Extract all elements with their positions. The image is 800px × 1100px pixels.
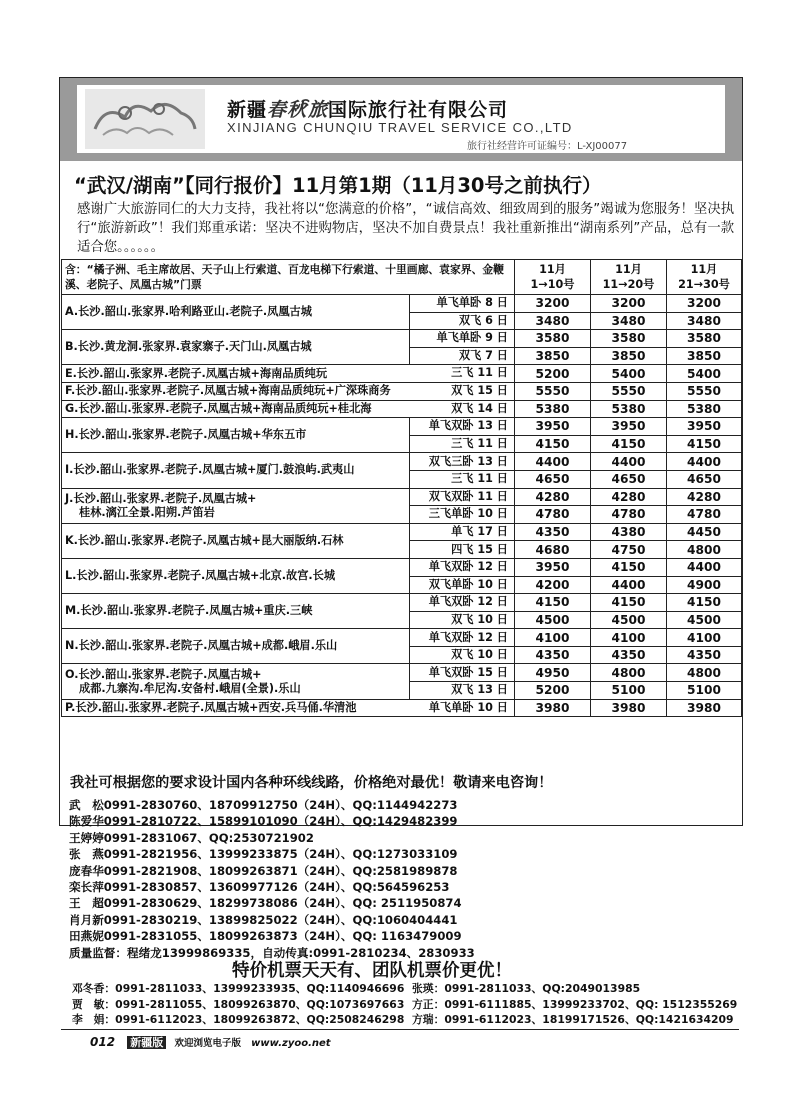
- column-range: 21→30号: [678, 278, 730, 291]
- price-cell: 4500: [515, 611, 591, 629]
- route-name: N.长沙.韶山.张家界.老院子.凤凰古城+成都.峨眉.乐山: [65, 639, 338, 653]
- price-cell: 4380: [591, 523, 667, 541]
- table-row: [62, 453, 742, 471]
- contact-list: [69, 797, 475, 961]
- trip-duration: 双飞 14 日: [447, 402, 508, 416]
- column-month: 11月: [690, 263, 718, 276]
- price-cell: 4780: [667, 506, 742, 524]
- contact-line: 武 松0991-2830760、18709912750（24H）、QQ:1144942273: [69, 798, 458, 812]
- route-cell: [62, 295, 410, 330]
- price-cell: 3580: [667, 330, 742, 348]
- price-cell: 4750: [591, 541, 667, 559]
- company-name-cn: 新疆春秋ꩰ旅国际旅行社有限公司: [227, 99, 509, 121]
- price-cell: 5200: [515, 682, 591, 700]
- price-cell: 4280: [667, 488, 742, 506]
- route-name-continued: 桂林.漓江全景.阳朔.芦笛岩: [79, 505, 215, 519]
- price-cell: 3950: [667, 418, 742, 436]
- price-cell: 3580: [591, 330, 667, 348]
- trip-duration: 单飞双卧 12 日: [410, 629, 515, 647]
- contact-line: 张 燕0991-2821956、13999233875（24H）、QQ:1273033109: [69, 847, 458, 862]
- trip-duration: 双飞 10 日: [410, 611, 515, 629]
- price-cell: 3200: [667, 295, 742, 313]
- table-row: [62, 382, 742, 400]
- ticket-contact-line: 贾 敏：0991-2811055、18099263870、QQ:1073697663: [72, 997, 405, 1011]
- table-row: [62, 418, 742, 436]
- price-cell: 5550: [667, 382, 742, 400]
- trip-duration: 双飞三卧 13 日: [410, 453, 515, 471]
- price-cell: 3480: [667, 312, 742, 330]
- route-name: I.长沙.韶山.张家界.老院子.凤凰古城+厦门.鼓浪屿.武夷山: [65, 463, 355, 477]
- price-cell: 3480: [515, 312, 591, 330]
- route-cell: [62, 558, 410, 593]
- route-cell: [62, 453, 410, 488]
- route-name: A.长沙.韶山.张家界.哈利路亚山.老院子.凤凰古城: [65, 305, 312, 319]
- price-table: [61, 259, 742, 717]
- price-cell: 4350: [515, 646, 591, 664]
- route-name: M.长沙.韶山.张家界.老院子.凤凰古城+重庆.三峡: [65, 604, 313, 618]
- table-row: [62, 699, 742, 717]
- included-tickets-note: 含：“橘子洲、毛主席故居、天子山上行索道、百龙电梯下行索道、十里画廊、袁家界、金鞭溪、老院子、凤凰古城”门票: [62, 260, 515, 295]
- price-cell: 4650: [667, 470, 742, 488]
- price-cell: 3980: [591, 699, 667, 717]
- price-cell: 3580: [515, 330, 591, 348]
- welcome-text: 欢迎浏览电子版: [174, 1038, 241, 1049]
- route-name: O.长沙.韶山.张家界.老院子.凤凰古城+: [65, 667, 262, 681]
- ticket-contact-line: 李 娟：0991-6112023、18099263872、QQ:2508246298: [72, 1013, 405, 1026]
- trip-duration: 四飞 15 日: [410, 541, 515, 559]
- price-cell: 4150: [591, 435, 667, 453]
- price-cell: 5380: [667, 400, 742, 418]
- page-title: “武汉/湖南”【同行报价】11月第1期（11月30号之前执行）: [74, 174, 602, 197]
- column-range: 11→20号: [602, 278, 655, 291]
- route-cell: [62, 699, 515, 717]
- price-cell: 3950: [515, 418, 591, 436]
- table-row: [62, 330, 742, 348]
- price-cell: 4950: [515, 664, 591, 682]
- price-cell: 5550: [515, 382, 591, 400]
- trip-duration: 双飞 7 日: [410, 347, 515, 365]
- contact-line: 质量监督：程绪龙13999869335，自动传真:0991-2810234、2830933: [69, 945, 475, 960]
- price-cell: 4450: [667, 523, 742, 541]
- trip-duration: 单飞双卧 15 日: [410, 664, 515, 682]
- price-cell: 4150: [591, 594, 667, 612]
- price-cell: 5380: [515, 400, 591, 418]
- route-cell: [62, 664, 410, 699]
- table-row: [62, 523, 742, 541]
- price-cell: 4500: [667, 611, 742, 629]
- price-cell: 4500: [591, 611, 667, 629]
- trip-duration: 单飞双卧 13 日: [410, 418, 515, 436]
- custom-design-note: 我社可根据您的要求设计国内各种环线线路，价格绝对最优！敬请来电咨询！: [70, 775, 553, 791]
- trip-duration: 单飞单卧 10 日: [425, 701, 508, 715]
- trip-duration: 三飞单卧 10 日: [410, 506, 515, 524]
- route-name: G.长沙.韶山.张家界.老院子.凤凰古城+海南品质纯玩+桂北海: [65, 401, 372, 415]
- price-cell: 4800: [667, 664, 742, 682]
- price-cell: 3850: [515, 347, 591, 365]
- table-row: [62, 488, 742, 506]
- ticket-contact-line: 方正：0991-6111885、13999233702、QQ: 1512355269: [412, 997, 738, 1011]
- table-row: [62, 629, 742, 647]
- price-cell: 5380: [591, 400, 667, 418]
- price-cell: 4400: [591, 453, 667, 471]
- trip-duration: 三飞 11 日: [447, 366, 508, 380]
- price-cell: 3980: [667, 699, 742, 717]
- route-name-continued: 成都.九寨沟.牟尼沟.安备村.峨眉(全景).乐山: [79, 681, 301, 695]
- ticket-contact-line: 方瑞：0991-6112023、18199171526、QQ:1421634209: [412, 1013, 734, 1026]
- route-cell: [62, 382, 515, 400]
- route-name: H.长沙.韶山.张家界.老院子.凤凰古城+华东五市: [65, 428, 307, 442]
- price-cell: 4800: [591, 664, 667, 682]
- route-cell: [62, 418, 410, 453]
- route-name: B.长沙.黄龙洞.张家界.袁家寨子.天门山.凤凰古城: [65, 340, 312, 354]
- website-link[interactable]: www.zyoo.net: [251, 1038, 331, 1049]
- route-cell: [62, 523, 410, 558]
- price-cell: 4100: [515, 629, 591, 647]
- trip-duration: 双飞 13 日: [410, 682, 515, 700]
- trip-duration: 单飞单卧 9 日: [410, 330, 515, 348]
- trip-duration: 双飞单卧 10 日: [410, 576, 515, 594]
- date-column-header: [667, 260, 742, 295]
- price-cell: 4150: [515, 594, 591, 612]
- ticket-contact-line: 张瑛：0991-2811033、QQ:2049013985: [412, 982, 641, 995]
- price-cell: 4400: [667, 453, 742, 471]
- route-cell: [62, 400, 515, 418]
- intro-paragraph: 感谢广大旅游同仁的大力支持，我社将以“您满意的价格”，“诚信高效、细致周到的服务”竭诚为您服务！坚决执行“旅游新政”！我们郑重承诺：坚决不进购物店，坚决不加自费景点！我社重新推出“湖南系列”产品，总有一款适合您。。。。。。: [77, 202, 735, 255]
- price-cell: 4100: [591, 629, 667, 647]
- table-row: [62, 365, 742, 383]
- edition-badge: 新疆版: [127, 1036, 166, 1049]
- price-cell: 4150: [515, 435, 591, 453]
- price-cell: 4800: [667, 541, 742, 559]
- route-name: F.长沙.韶山.张家界.老院子.凤凰古城+海南品质纯玩+广深珠商务: [65, 384, 391, 398]
- price-cell: 4400: [591, 576, 667, 594]
- price-cell: 3200: [591, 295, 667, 313]
- ticket-contacts-left: [72, 981, 404, 1028]
- license-number: 旅行社经营许可证编号：L-XJ00077: [467, 141, 628, 152]
- route-cell: [62, 365, 515, 383]
- ticket-contact-line: 邓冬香：0991-2811033、13999233935、QQ:1140946696: [72, 982, 405, 995]
- price-cell: 4280: [515, 488, 591, 506]
- trip-duration: 单飞双卧 12 日: [410, 594, 515, 612]
- price-cell: 5400: [591, 365, 667, 383]
- price-cell: 4350: [667, 646, 742, 664]
- price-cell: 3850: [667, 347, 742, 365]
- price-cell: 4150: [591, 558, 667, 576]
- date-column-header: [515, 260, 591, 295]
- price-cell: 4780: [591, 506, 667, 524]
- price-cell: 4200: [515, 576, 591, 594]
- route-name: P.长沙.韶山.张家界.老院子.凤凰古城+西安.兵马俑.华清池: [65, 700, 357, 714]
- route-cell: [62, 330, 410, 365]
- page-number: 012: [90, 1035, 116, 1049]
- price-cell: 5100: [667, 682, 742, 700]
- price-cell: 4400: [515, 453, 591, 471]
- table-row: [62, 400, 742, 418]
- contact-line: 王 超0991-2830629、18299738086（24H）、QQ: 2511950874: [69, 896, 462, 911]
- company-name-en: XINJIANG CHUNQIU TRAVEL SERVICE CO.,LTD: [227, 120, 573, 135]
- route-name: E.长沙.韶山.张家界.老院子.凤凰古城+海南品质纯玩: [65, 366, 328, 380]
- route-cell: [62, 629, 410, 664]
- trip-duration: 双飞 10 日: [410, 646, 515, 664]
- date-column-header: [591, 260, 667, 295]
- trip-duration: 双飞双卧 11 日: [410, 488, 515, 506]
- price-cell: 3200: [515, 295, 591, 313]
- trip-duration: 单飞 17 日: [410, 523, 515, 541]
- column-month: 11月: [615, 263, 642, 276]
- price-cell: 4150: [667, 594, 742, 612]
- page-footer: [90, 1034, 331, 1050]
- route-name: K.长沙.韶山.张家界.老院子.凤凰古城+昆大丽版纳.石林: [65, 533, 344, 547]
- trip-duration: 双飞 6 日: [410, 312, 515, 330]
- price-cell: 4900: [667, 576, 742, 594]
- trip-duration: 单飞双卧 12 日: [410, 558, 515, 576]
- table-row: [62, 664, 742, 682]
- trip-duration: 双飞 15 日: [447, 384, 508, 398]
- trip-duration: 单飞单卧 8 日: [410, 295, 515, 313]
- table-row: [62, 594, 742, 612]
- ticket-banner: 特价机票天天有、团队机票价更优！: [232, 961, 512, 981]
- price-cell: 5200: [515, 365, 591, 383]
- price-cell: 3950: [515, 558, 591, 576]
- price-cell: 4280: [591, 488, 667, 506]
- price-cell: 5100: [591, 682, 667, 700]
- route-name: J.长沙.韶山.张家界.老院子.凤凰古城+: [65, 491, 257, 505]
- route-cell: [62, 594, 410, 629]
- table-row: [62, 558, 742, 576]
- price-cell: 4650: [591, 470, 667, 488]
- route-cell: [62, 488, 410, 523]
- price-cell: 4780: [515, 506, 591, 524]
- ticket-contacts-right: [412, 981, 737, 1028]
- price-cell: 4100: [667, 629, 742, 647]
- table-header-row: [62, 260, 742, 295]
- price-cell: 4650: [515, 470, 591, 488]
- price-cell: 4350: [515, 523, 591, 541]
- price-cell: 4680: [515, 541, 591, 559]
- price-cell: 4150: [667, 435, 742, 453]
- price-cell: 3480: [591, 312, 667, 330]
- price-cell: 5550: [591, 382, 667, 400]
- price-cell: 4400: [667, 558, 742, 576]
- route-name: L.长沙.韶山.张家界.老院子.凤凰古城+北京.故宫.长城: [65, 569, 336, 582]
- trip-duration: 三飞 11 日: [410, 435, 515, 453]
- price-cell: 3980: [515, 699, 591, 717]
- price-cell: 5400: [667, 365, 742, 383]
- contact-line: 王婷婷0991-2831067、QQ:2530721902: [69, 830, 314, 845]
- bottom-divider: [61, 1029, 739, 1030]
- column-range: 1→10号: [530, 278, 575, 291]
- contact-line: 陈爱华0991-2810722、15899101090（24H）、QQ:1429482399: [69, 814, 458, 829]
- contact-line: 田燕妮0991-2831055、18099263873（24H）、QQ: 1163479009: [69, 929, 462, 944]
- column-month: 11月: [539, 263, 566, 276]
- price-cell: 3950: [591, 418, 667, 436]
- contact-line: 庞春华0991-2821908、18099263871（24H）、QQ:2581989878: [69, 863, 458, 878]
- price-cell: 4350: [591, 646, 667, 664]
- contact-line: 肖月新0991-2830219、13899825022（24H）、QQ:1060404441: [69, 912, 458, 927]
- contact-line: 栾长萍0991-2830857、13609977126（24H）、QQ:564596253: [69, 880, 450, 895]
- table-row: [62, 295, 742, 313]
- price-cell: 3850: [591, 347, 667, 365]
- trip-duration: 三飞 11 日: [410, 470, 515, 488]
